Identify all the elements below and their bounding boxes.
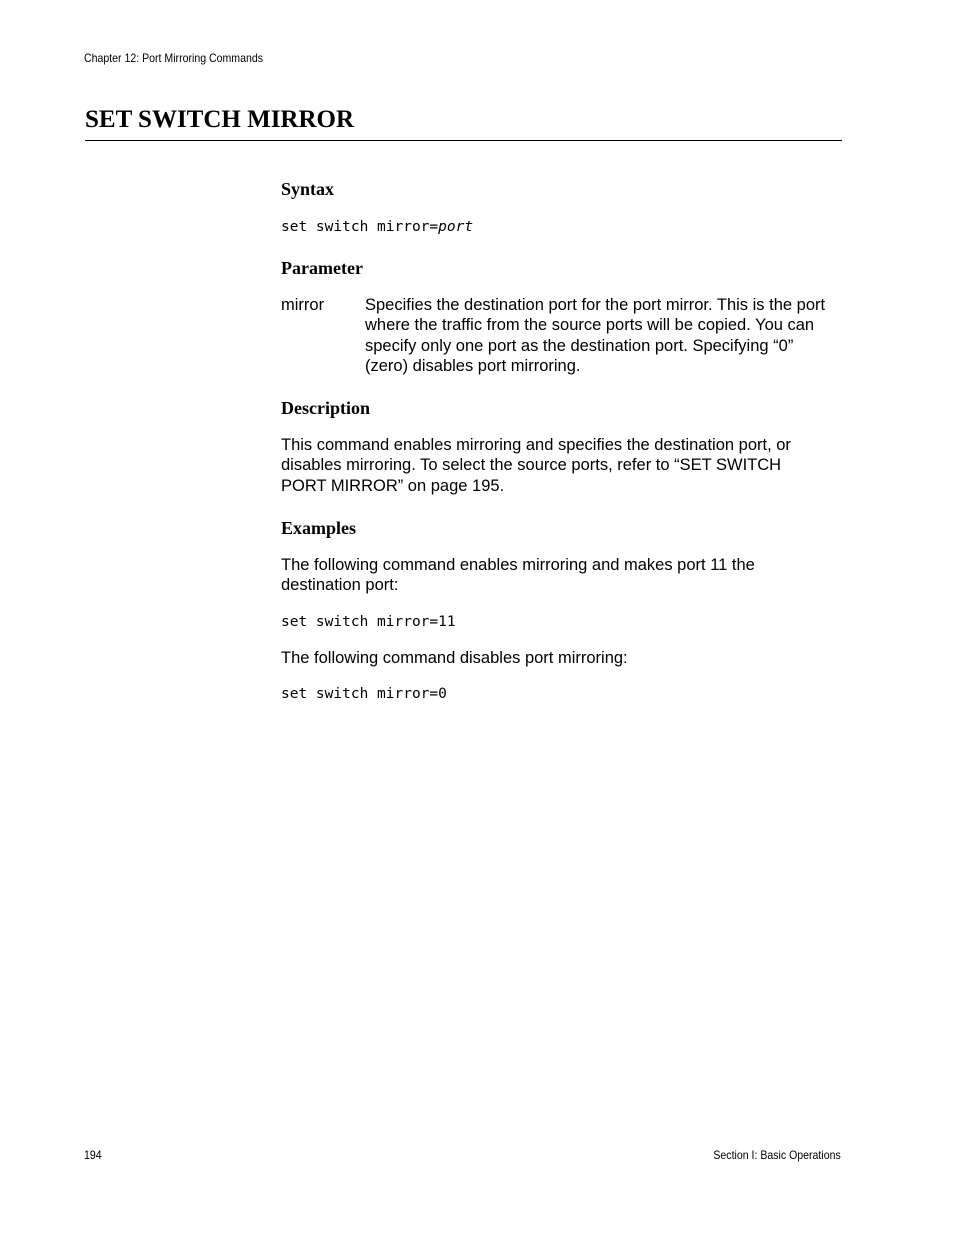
parameter-description-line: specify only one port as the destination port. Specifying “0” bbox=[365, 336, 794, 355]
parameter-description-line: Specifies the destination port for the port mirror. This is the port bbox=[365, 296, 826, 314]
example-command: set switch mirror=11 bbox=[281, 613, 456, 630]
parameter-row bbox=[281, 295, 843, 376]
example-text bbox=[281, 648, 843, 668]
parameter-name: mirror bbox=[281, 296, 325, 314]
page-title: SET SWITCH MIRROR bbox=[85, 106, 355, 133]
footer-section: Section I: Basic Operations bbox=[713, 1148, 841, 1162]
parameter-heading: Parameter bbox=[281, 258, 363, 278]
example-text-line: The following command enables mirroring and makes port 11 the bbox=[281, 556, 755, 575]
description-line: disables mirroring. To select the source ports, refer to “SET SWITCH bbox=[281, 456, 782, 475]
page-number: 194 bbox=[84, 1148, 102, 1162]
example-command: set switch mirror=0 bbox=[281, 685, 447, 702]
example-text-line: destination port: bbox=[281, 576, 399, 595]
running-header: Chapter 12: Port Mirroring Commands bbox=[84, 51, 264, 65]
description-line: PORT MIRROR” on page 195. bbox=[281, 476, 505, 495]
description-text bbox=[281, 435, 843, 496]
content bbox=[281, 178, 843, 704]
parameter-description-line: (zero) disables port mirroring. bbox=[365, 356, 581, 375]
syntax-argument: port bbox=[438, 219, 474, 235]
syntax-command-text: set switch mirror= bbox=[281, 219, 439, 235]
syntax-command bbox=[281, 217, 843, 237]
example-text-line: The following command disables port mirroring: bbox=[281, 648, 628, 667]
parameter-description-line: where the traffic from the source ports will be copied. You can bbox=[365, 316, 815, 335]
description-heading: Description bbox=[281, 398, 370, 419]
syntax-heading: Syntax bbox=[281, 179, 335, 199]
description-line: This command enables mirroring and specifies the destination port, or bbox=[281, 436, 791, 455]
examples-heading: Examples bbox=[281, 518, 357, 539]
title-rule bbox=[85, 140, 842, 141]
example-text bbox=[281, 555, 843, 596]
parameter-description bbox=[365, 295, 843, 376]
